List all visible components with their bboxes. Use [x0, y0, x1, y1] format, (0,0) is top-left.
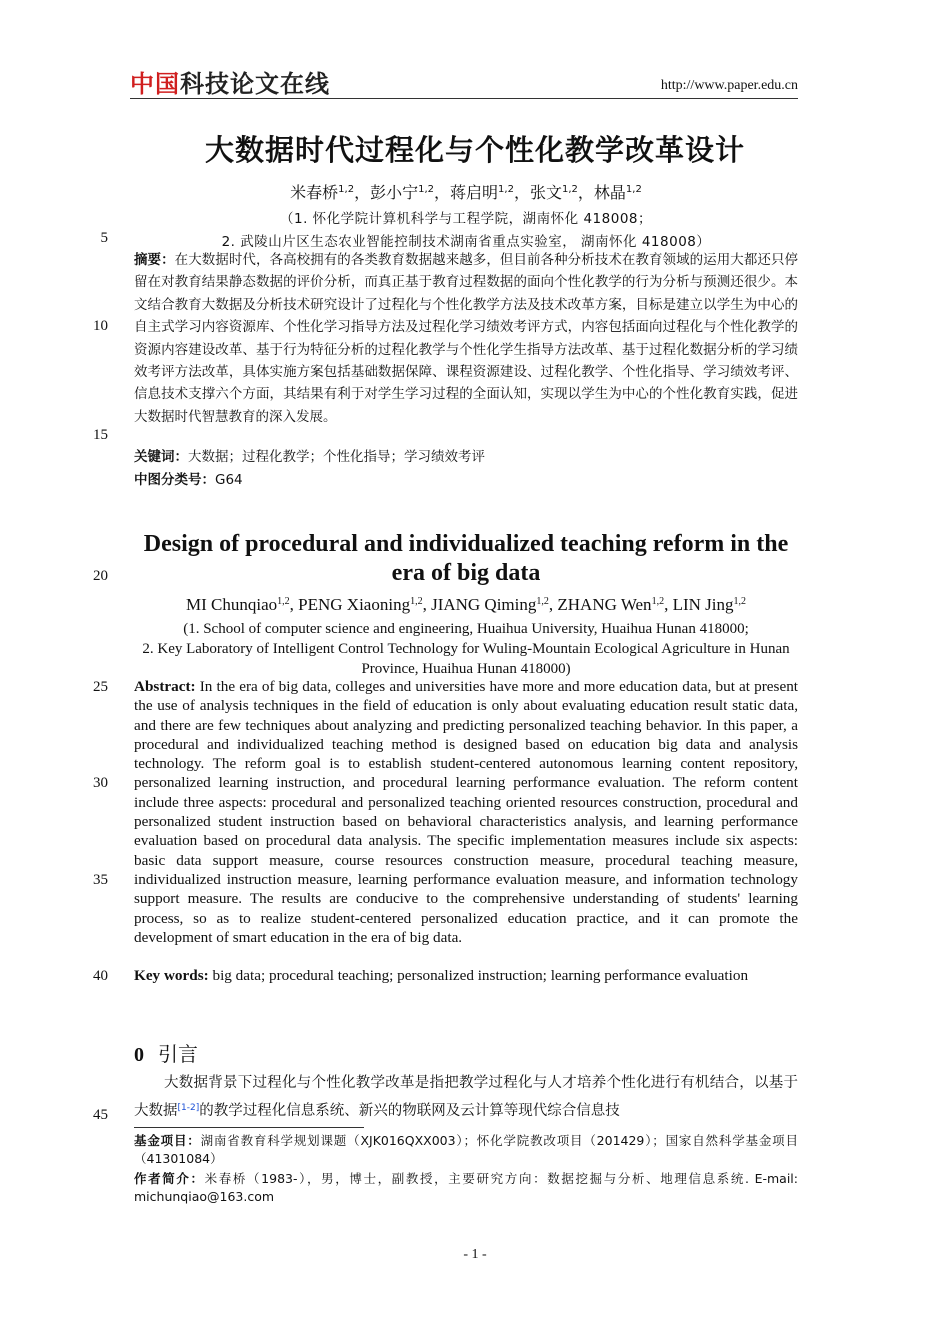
en-author-sep: ,: [548, 595, 558, 614]
line-number: 15: [93, 427, 108, 443]
cn-author: 林晶: [593, 183, 626, 202]
cn-author: 米春桥: [290, 183, 339, 202]
en-author-affil: 1,2: [651, 596, 665, 607]
cn-classification: [134, 469, 798, 491]
citation-link[interactable]: [1-2]: [177, 1103, 200, 1113]
cn-author-sep: ，: [577, 183, 594, 202]
cn-author-affil: 1,2: [498, 184, 514, 195]
en-authors: [134, 595, 798, 615]
line-number: 5: [100, 230, 108, 246]
header-divider: [130, 98, 798, 99]
en-abstract-text: In the era of big data, colleges and universities have more and more education data, but at present the use of analysis techniques in the field of education is only about evaluating education result static data, and there are few techniques about analyzing and predicting personalized teaching behavior. In this paper, a procedural and individualized teaching method is designed based on education big data and analysis technology. The reform goal is to establish student-centered autonomous learning content repository, personalized learning instruction, and procedural learning performance evaluation. The reform content include three aspects: procedural and personalized teaching oriented resources construction, procedural and personalized student instruction based on behavioral characteristics analysis, and learning performance evaluation based on procedural data analysis. The specific implementation measures include six aspects: basic data support measure, course resources construction measure, procedural teaching measure, individualized instruction measure, learning performance evaluation measure, and information technology support measure. The results are conducive to the comprehensive understanding of students' learning process, so as to realize student-centered personalized education practice, and it can promote the development of smart education in the era of big data.: [134, 678, 799, 946]
cn-author-affil: 1,2: [418, 184, 435, 195]
logo-red-text: 中国: [130, 70, 180, 98]
en-author-affil: 1,2: [277, 596, 290, 607]
cn-keywords-label: 关键词：: [134, 449, 188, 465]
cn-author-sep: ，: [354, 183, 371, 202]
author-bio-label: 作者简介：: [134, 1171, 205, 1186]
cn-author: 蒋启明: [450, 183, 499, 202]
footnote-divider: [134, 1127, 364, 1128]
en-abstract-label: Abstract:: [134, 678, 196, 695]
funding-text: 湖南省教育科学规划课题（XJK016QXX003）；怀化学院教改项目（201429）；国家自然科学基金项目（41301084）: [134, 1133, 798, 1166]
cn-title: 大数据时代过程化与个性化教学改革设计: [204, 133, 745, 167]
en-affiliation-1: (1. School of computer science and engineering, Huaihua University, Huaihua Hunan 418000;: [183, 621, 749, 637]
line-number: 20: [93, 568, 108, 584]
funding-label: 基金项目：: [134, 1133, 201, 1148]
footnote-author-bio: [134, 1170, 798, 1206]
line-number: 40: [93, 968, 108, 984]
cn-affiliation-2: 2. 武陵山片区生态农业智能控制技术湖南省重点实验室， 湖南怀化 418008）: [221, 234, 711, 250]
en-keywords: [134, 966, 798, 985]
cn-classification-code: G64: [215, 472, 243, 488]
site-url[interactable]: http://www.paper.edu.cn: [660, 78, 798, 93]
page-number: - 1 -: [463, 1247, 487, 1262]
cn-author-affil: 1,2: [561, 184, 578, 195]
cn-abstract: [134, 249, 798, 428]
cn-abstract-text: 在大数据时代，各高校拥有的各类教育数据越来越多，但目前各种分析技术在教育领域的运用大都还只停留在对教育结果静态数据的评价分析，而真正基于教育过程数据的面向个性化教学的行为分析与预测还很少。本文结合教育大数据及分析技术研究设计了过程化与个性化教学方法及技术改革方案，目标是建立以学生为中心的自主式学习内容资源库、个性化学习指导方法及过程化学习绩效考评方式，内容包括面向过程化与个性化教学的资源内容建设改革、基于行为特征分析的过程化教学与个性化学生指导方法改革、基于过程化数据分析的学习绩效考评方法改革，具体实施方案包括基础数据保障、课程资源建设、过程化教学、个性化指导、学习绩效考评、信息技术支撑六个方面，其结果有利于对学生学习过程的全面认知，实现以学生为中心的个性化教育实践，促进大数据时代智慧教育的深入发展。: [134, 252, 798, 425]
cn-author: 彭小宁: [370, 183, 419, 202]
en-author-sep: ,: [422, 595, 432, 614]
cn-authors: [134, 180, 798, 203]
cn-author-sep: ，: [434, 183, 451, 202]
cn-author-affil: 1,2: [625, 184, 642, 195]
line-number: 35: [93, 872, 108, 888]
cn-author: 张文: [529, 183, 562, 202]
en-author: JIANG Qiming: [431, 595, 537, 614]
cn-author-affil: 1,2: [338, 184, 355, 195]
en-author: ZHANG Wen: [557, 595, 652, 614]
journal-logo: [130, 64, 330, 99]
line-number: 45: [93, 1107, 108, 1123]
en-author-affil: 1,2: [536, 596, 549, 607]
en-author: LIN Jing: [672, 595, 734, 614]
cn-keywords-text: 大数据；过程化教学；个性化指导；学习绩效考评: [188, 449, 485, 465]
en-abstract: [134, 677, 798, 947]
intro-text-after: 的教学过程化信息系统、新兴的物联网及云计算等现代综合信息技: [199, 1103, 620, 1119]
cn-affiliation-1: （1. 怀化学院计算机科学与工程学院，湖南怀化 418008；: [280, 211, 652, 227]
section-title: 引言: [158, 1042, 198, 1066]
section-heading: [134, 1038, 198, 1067]
cn-keywords: [134, 446, 798, 468]
en-author-sep: ,: [664, 595, 673, 614]
intro-text-before: 大数据背景下过程化与个性化教学改革是指把教学过程化与人才培养个性化进行有机结合，以基于大数据: [134, 1075, 798, 1119]
en-author-affil: 1,2: [733, 596, 746, 607]
en-author-affil: 1,2: [410, 596, 423, 607]
cn-author-sep: ，: [513, 183, 530, 202]
author-bio-text: 米春桥（1983-），男，博士，副教授，主要研究方向：数据挖掘与分析、地理信息系统. E-mail: michunqiao@163.com: [134, 1171, 798, 1204]
intro-paragraph: [134, 1069, 798, 1125]
line-number: 25: [93, 679, 108, 695]
en-title: Design of procedural and individualized teaching reform in the era of big data: [143, 531, 789, 586]
cn-abstract-label: 摘要：: [134, 252, 175, 268]
section-number: 0: [134, 1044, 144, 1066]
en-author-sep: ,: [289, 595, 299, 614]
en-keywords-text: big data; procedural teaching; personalized instruction; learning performance evaluation: [212, 967, 749, 984]
line-number: 30: [93, 775, 108, 791]
en-author: PENG Xiaoning: [298, 595, 411, 614]
logo-dark-text: 科技论文在线: [180, 70, 330, 98]
en-keywords-label: Key words:: [134, 967, 209, 984]
en-author: MI Chunqiao: [186, 595, 278, 614]
footnote-funding: [134, 1132, 798, 1168]
cn-classification-label: 中图分类号：: [134, 472, 215, 488]
en-affiliation-2: 2. Key Laboratory of Intelligent Control Technology for Wuling-Mountain Ecological Agriculture in Hunan Province, Huaihua Hunan 418000): [142, 641, 790, 677]
line-number: 10: [93, 318, 108, 334]
